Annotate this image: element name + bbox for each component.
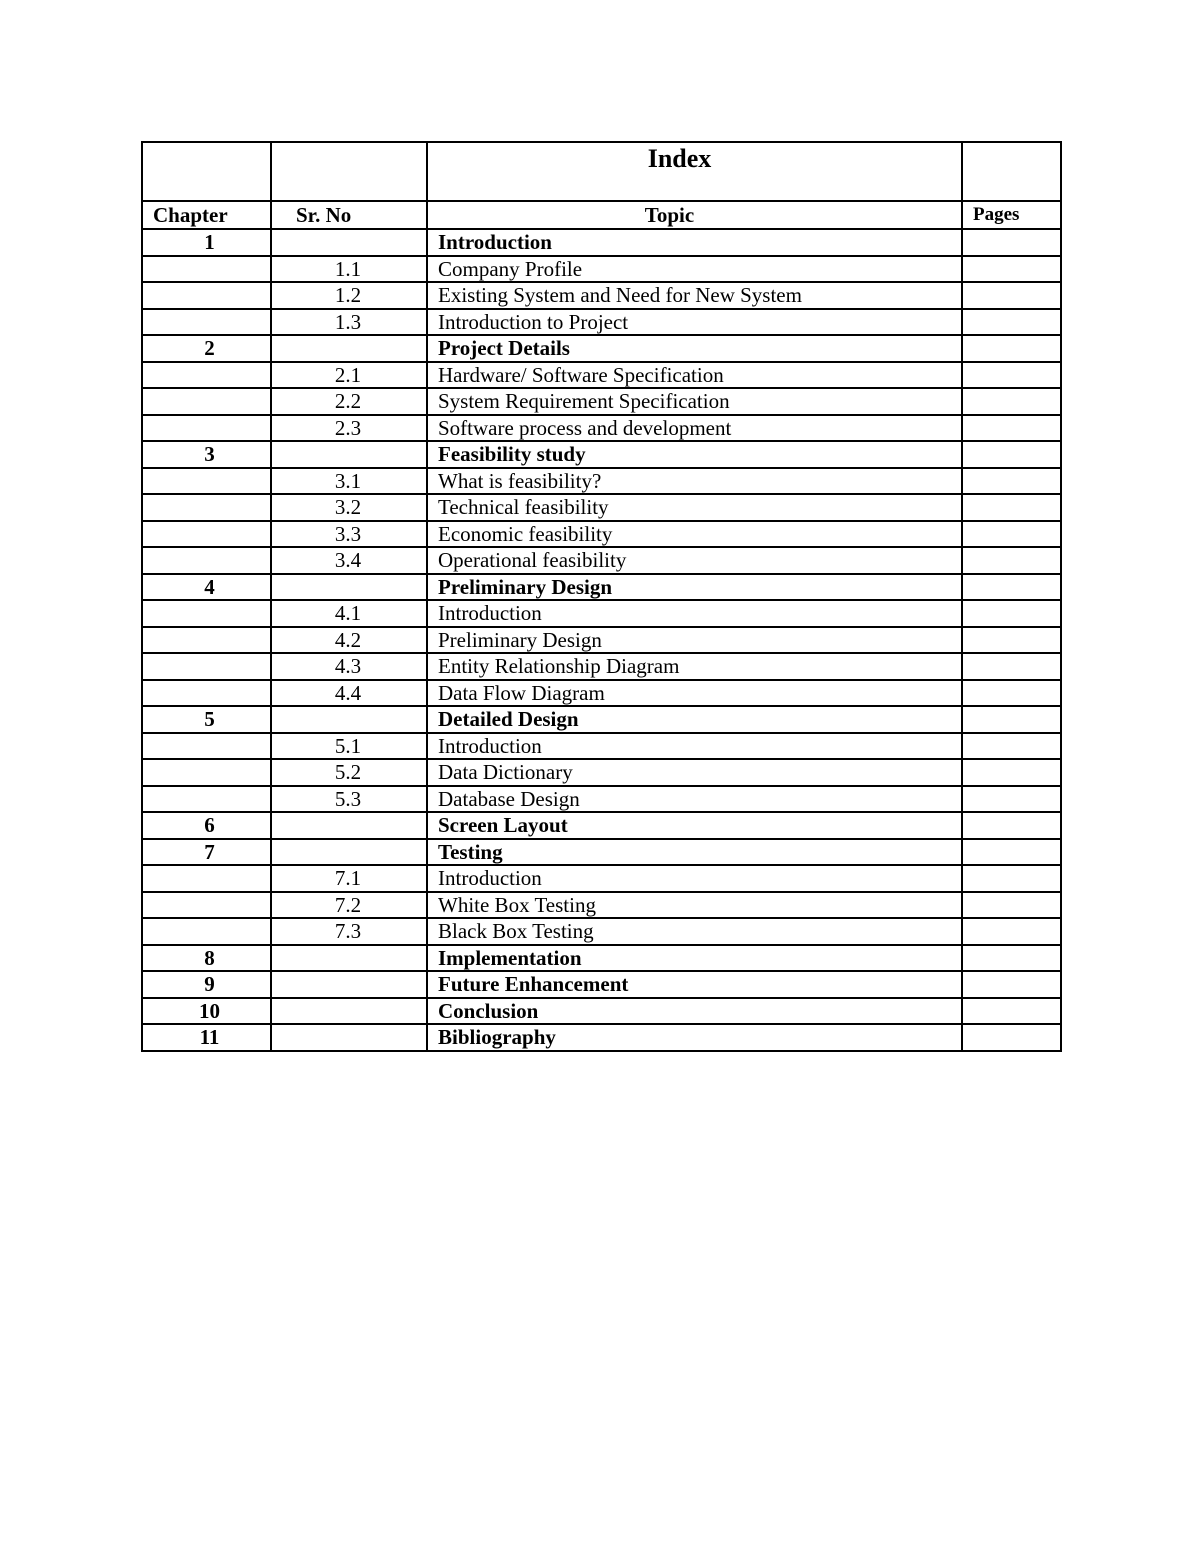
- chapter-cell: [142, 415, 271, 442]
- topic-cell: System Requirement Specification: [427, 388, 962, 415]
- topic-cell: Introduction: [427, 865, 962, 892]
- srno-cell: [271, 441, 427, 468]
- topic-cell: Preliminary Design: [427, 627, 962, 654]
- table-row: [142, 812, 1061, 839]
- pages-cell: [962, 521, 1061, 548]
- topic-cell: Introduction to Project: [427, 309, 962, 336]
- topic-cell: What is feasibility?: [427, 468, 962, 495]
- table-row: [142, 335, 1061, 362]
- pages-cell: [962, 335, 1061, 362]
- table-row: [142, 547, 1061, 574]
- chapter-cell: [142, 759, 271, 786]
- index-table: [141, 141, 1062, 1052]
- pages-cell: [962, 388, 1061, 415]
- table-row: [142, 1024, 1061, 1051]
- topic-cell: Technical feasibility: [427, 494, 962, 521]
- topic-cell: Project Details: [427, 335, 962, 362]
- srno-cell: [271, 945, 427, 972]
- chapter-cell: [142, 256, 271, 283]
- srno-cell: 4.2: [271, 627, 427, 654]
- topic-cell: Entity Relationship Diagram: [427, 653, 962, 680]
- srno-cell: 1.2: [271, 282, 427, 309]
- srno-cell: 4.3: [271, 653, 427, 680]
- table-row: [142, 441, 1061, 468]
- pages-cell: [962, 971, 1061, 998]
- chapter-cell: [142, 547, 271, 574]
- pages-cell: [962, 653, 1061, 680]
- srno-cell: [271, 1024, 427, 1051]
- topic-cell: Screen Layout: [427, 812, 962, 839]
- srno-cell: 2.1: [271, 362, 427, 389]
- chapter-cell: 8: [142, 945, 271, 972]
- srno-cell: 3.3: [271, 521, 427, 548]
- header-srno: Sr. No: [271, 201, 427, 229]
- srno-cell: 5.3: [271, 786, 427, 813]
- pages-cell: [962, 918, 1061, 945]
- chapter-cell: [142, 494, 271, 521]
- topic-cell: Data Flow Diagram: [427, 680, 962, 707]
- table-row: [142, 998, 1061, 1025]
- srno-cell: 3.1: [271, 468, 427, 495]
- chapter-cell: 9: [142, 971, 271, 998]
- pages-cell: [962, 600, 1061, 627]
- table-row: [142, 627, 1061, 654]
- pages-cell: [962, 362, 1061, 389]
- pages-cell: [962, 786, 1061, 813]
- chapter-cell: [142, 282, 271, 309]
- chapter-cell: 7: [142, 839, 271, 866]
- topic-cell: Detailed Design: [427, 706, 962, 733]
- table-row: [142, 362, 1061, 389]
- table-row: [142, 786, 1061, 813]
- srno-cell: 1.1: [271, 256, 427, 283]
- topic-cell: Introduction: [427, 229, 962, 256]
- chapter-cell: [142, 600, 271, 627]
- topic-cell: Bibliography: [427, 1024, 962, 1051]
- srno-cell: 7.3: [271, 918, 427, 945]
- chapter-cell: 4: [142, 574, 271, 601]
- chapter-cell: [142, 733, 271, 760]
- srno-cell: [271, 971, 427, 998]
- topic-cell: Introduction: [427, 733, 962, 760]
- chapter-cell: 5: [142, 706, 271, 733]
- srno-cell: 4.1: [271, 600, 427, 627]
- table-row: [142, 388, 1061, 415]
- pages-cell: [962, 812, 1061, 839]
- pages-cell: [962, 627, 1061, 654]
- pages-cell: [962, 415, 1061, 442]
- pages-cell: [962, 680, 1061, 707]
- title-row: [142, 142, 1061, 201]
- srno-cell: 5.2: [271, 759, 427, 786]
- topic-cell: Conclusion: [427, 998, 962, 1025]
- table-row: [142, 918, 1061, 945]
- topic-cell: Company Profile: [427, 256, 962, 283]
- chapter-cell: [142, 653, 271, 680]
- index-title: Index: [427, 142, 962, 201]
- pages-cell: [962, 706, 1061, 733]
- chapter-cell: [142, 309, 271, 336]
- pages-cell: [962, 547, 1061, 574]
- chapter-cell: 10: [142, 998, 271, 1025]
- title-empty-cell: [962, 142, 1061, 201]
- chapter-cell: [142, 388, 271, 415]
- table-row: [142, 680, 1061, 707]
- table-row: [142, 945, 1061, 972]
- chapter-cell: [142, 468, 271, 495]
- table-row: [142, 282, 1061, 309]
- chapter-cell: [142, 918, 271, 945]
- pages-cell: [962, 574, 1061, 601]
- chapter-cell: [142, 521, 271, 548]
- table-row: [142, 733, 1061, 760]
- table-row: [142, 468, 1061, 495]
- pages-cell: [962, 945, 1061, 972]
- table-row: [142, 256, 1061, 283]
- title-empty-cell: [142, 142, 271, 201]
- topic-cell: Economic feasibility: [427, 521, 962, 548]
- srno-cell: [271, 574, 427, 601]
- table-row: [142, 892, 1061, 919]
- table-row: [142, 653, 1061, 680]
- srno-cell: 4.4: [271, 680, 427, 707]
- srno-cell: [271, 998, 427, 1025]
- title-empty-cell: [271, 142, 427, 201]
- chapter-cell: 1: [142, 229, 271, 256]
- table-row: [142, 415, 1061, 442]
- table-row: [142, 706, 1061, 733]
- chapter-cell: 3: [142, 441, 271, 468]
- srno-cell: [271, 812, 427, 839]
- topic-cell: Data Dictionary: [427, 759, 962, 786]
- topic-cell: Software process and development: [427, 415, 962, 442]
- topic-cell: Preliminary Design: [427, 574, 962, 601]
- pages-cell: [962, 441, 1061, 468]
- pages-cell: [962, 733, 1061, 760]
- chapter-cell: 6: [142, 812, 271, 839]
- topic-cell: Operational feasibility: [427, 547, 962, 574]
- srno-cell: [271, 839, 427, 866]
- srno-cell: [271, 706, 427, 733]
- pages-cell: [962, 839, 1061, 866]
- chapter-cell: 2: [142, 335, 271, 362]
- pages-cell: [962, 865, 1061, 892]
- srno-cell: 3.2: [271, 494, 427, 521]
- table-row: [142, 494, 1061, 521]
- srno-cell: 7.1: [271, 865, 427, 892]
- table-row: [142, 574, 1061, 601]
- chapter-cell: [142, 865, 271, 892]
- table-row: [142, 865, 1061, 892]
- table-row: [142, 521, 1061, 548]
- pages-cell: [962, 494, 1061, 521]
- topic-cell: Hardware/ Software Specification: [427, 362, 962, 389]
- srno-cell: 7.2: [271, 892, 427, 919]
- topic-cell: Black Box Testing: [427, 918, 962, 945]
- chapter-cell: 11: [142, 1024, 271, 1051]
- chapter-cell: [142, 892, 271, 919]
- srno-cell: 2.2: [271, 388, 427, 415]
- topic-cell: Existing System and Need for New System: [427, 282, 962, 309]
- srno-cell: [271, 229, 427, 256]
- pages-cell: [962, 256, 1061, 283]
- topic-cell: Testing: [427, 839, 962, 866]
- header-pages: Pages: [962, 201, 1061, 229]
- pages-cell: [962, 309, 1061, 336]
- topic-cell: Feasibility study: [427, 441, 962, 468]
- table-row: [142, 839, 1061, 866]
- srno-cell: 2.3: [271, 415, 427, 442]
- chapter-cell: [142, 627, 271, 654]
- header-topic: Topic: [427, 201, 962, 229]
- table-row: [142, 759, 1061, 786]
- srno-cell: [271, 335, 427, 362]
- topic-cell: White Box Testing: [427, 892, 962, 919]
- chapter-cell: [142, 786, 271, 813]
- srno-cell: 1.3: [271, 309, 427, 336]
- pages-cell: [962, 282, 1061, 309]
- topic-cell: Database Design: [427, 786, 962, 813]
- topic-cell: Implementation: [427, 945, 962, 972]
- pages-cell: [962, 759, 1061, 786]
- pages-cell: [962, 468, 1061, 495]
- table-row: [142, 600, 1061, 627]
- chapter-cell: [142, 680, 271, 707]
- pages-cell: [962, 1024, 1061, 1051]
- header-row: [142, 201, 1061, 229]
- topic-cell: Future Enhancement: [427, 971, 962, 998]
- srno-cell: 5.1: [271, 733, 427, 760]
- topic-cell: Introduction: [427, 600, 962, 627]
- chapter-cell: [142, 362, 271, 389]
- pages-cell: [962, 892, 1061, 919]
- pages-cell: [962, 229, 1061, 256]
- table-row: [142, 309, 1061, 336]
- index-table-body: [142, 142, 1061, 1051]
- table-row: [142, 229, 1061, 256]
- srno-cell: 3.4: [271, 547, 427, 574]
- table-row: [142, 971, 1061, 998]
- pages-cell: [962, 998, 1061, 1025]
- header-chapter: Chapter: [142, 201, 271, 229]
